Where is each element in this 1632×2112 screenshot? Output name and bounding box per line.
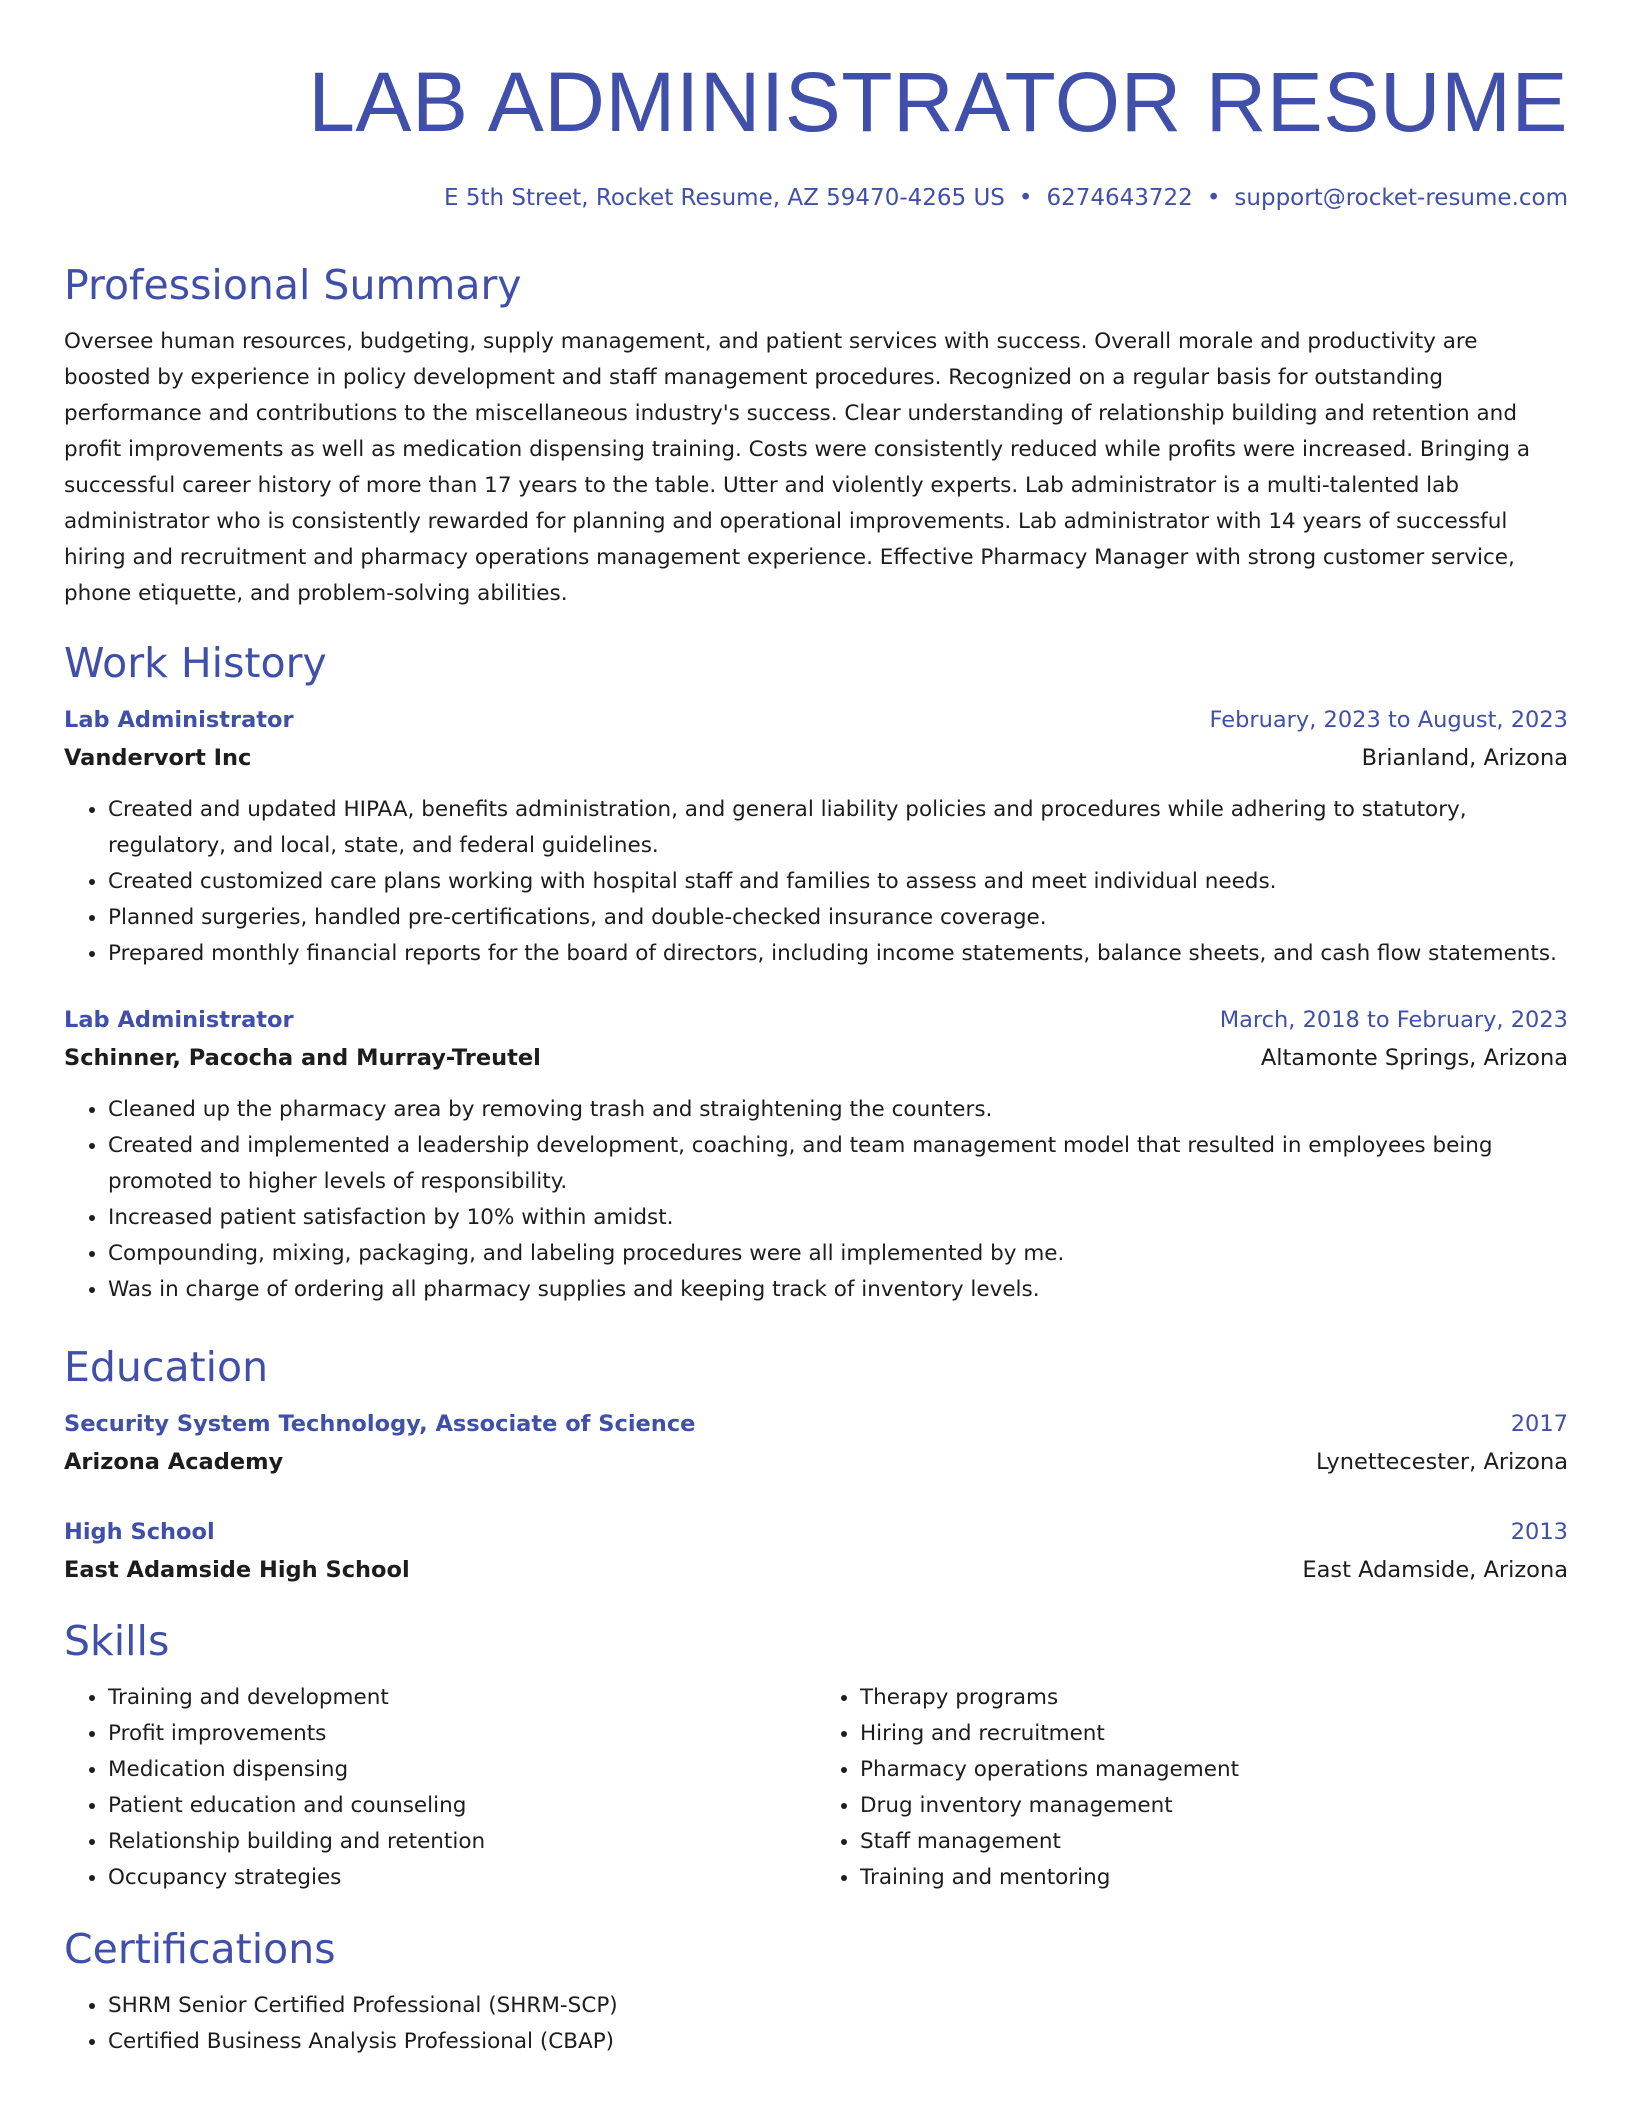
skill-item: • Hiring and recruitment: [860, 1716, 1568, 1752]
skills-list-right: [816, 1680, 1568, 1896]
contact-separator: •: [1018, 185, 1033, 211]
job-company-row: [64, 740, 1568, 776]
education-degree: Security System Technology, Associate of Science: [64, 1411, 696, 1437]
certifications-list: [64, 1988, 1568, 2060]
education-entry: [64, 1514, 1568, 1588]
education-school-row: [64, 1444, 1568, 1480]
summary-section: [64, 260, 1568, 612]
skill-item: • Profit improvements: [108, 1716, 816, 1752]
skill-item: • Drug inventory management: [860, 1788, 1568, 1824]
job-entry: [64, 702, 1568, 972]
skills-columns: [64, 1680, 1568, 1896]
section-title-skills: Skills: [64, 1617, 170, 1665]
job-bullet: • Created and updated HIPAA, benefits administration, and general liability policies and procedures while adhering to statutory, regulatory, and local, state, and federal guidelines.: [108, 792, 1568, 864]
job-bullets: [64, 1092, 1568, 1308]
certification-item: • SHRM Senior Certified Professional (SHRM-SCP): [108, 1988, 1568, 2024]
contact-separator: •: [1206, 185, 1221, 211]
education-section: [64, 1342, 1568, 1588]
education-location: Lynettecester, Arizona: [1315, 1449, 1568, 1475]
job-company-row: [64, 1040, 1568, 1076]
job-dates: February, 2023 to August, 2023: [1209, 707, 1568, 733]
resume-title: LAB ADMINISTRATOR RESUME: [308, 55, 1568, 149]
job-location: Altamonte Springs, Arizona: [1260, 1045, 1568, 1071]
skill-item: • Training and mentoring: [860, 1860, 1568, 1896]
job-bullet: • Was in charge of ordering all pharmacy supplies and keeping track of inventory levels.: [108, 1272, 1568, 1308]
job-dates: March, 2018 to February, 2023: [1219, 1007, 1568, 1033]
education-degree-row: [64, 1514, 1568, 1550]
skill-item: • Patient education and counseling: [108, 1788, 816, 1824]
section-title-certifications: Certifications: [64, 1925, 336, 1973]
education-degree-row: [64, 1406, 1568, 1442]
skill-item: • Staff management: [860, 1824, 1568, 1860]
job-bullet: • Cleaned up the pharmacy area by removing trash and straightening the counters.: [108, 1092, 1568, 1128]
education-year: 2017: [1510, 1411, 1568, 1437]
job-bullet: • Created customized care plans working with hospital staff and families to assess and meet individual needs.: [108, 864, 1568, 900]
job-bullet: • Created and implemented a leadership development, coaching, and team management model that resulted in employees being promoted to higher levels of responsibility.: [108, 1128, 1568, 1200]
skill-item: • Training and development: [108, 1680, 816, 1716]
skill-item: • Therapy programs: [860, 1680, 1568, 1716]
section-title-summary: Professional Summary: [64, 261, 522, 309]
certifications-section: [64, 1924, 1568, 2060]
job-title-row: [64, 702, 1568, 738]
education-school: Arizona Academy: [64, 1449, 284, 1475]
education-school: East Adamside High School: [64, 1557, 410, 1583]
certification-item: • Certified Business Analysis Professional (CBAP): [108, 2024, 1568, 2060]
contact-phone: 6274643722: [1046, 185, 1193, 211]
skill-item: • Medication dispensing: [108, 1752, 816, 1788]
job-bullet: • Increased patient satisfaction by 10% within amidst.: [108, 1200, 1568, 1236]
education-year: 2013: [1510, 1519, 1568, 1545]
skill-item: • Pharmacy operations management: [860, 1752, 1568, 1788]
summary-text: Oversee human resources, budgeting, supply management, and patient services with success. Overall morale and productivity are boosted by experience in policy development and staff management procedures. Recognized on a regular basis for outstanding performance and contributions to the miscellaneous industry's success. Clear understanding of relationship building and retention and profit improvements as well as medication dispensing training. Costs were consistently reduced while profits were increased. Bringing a successful career history of more than 17 years to the table. Utter and violently experts. Lab administrator is a multi-talented lab administrator who is consistently rewarded for planning and operational improvements. Lab administrator with 14 years of successful hiring and recruitment and pharmacy operations management experience. Effective Pharmacy Manager with strong customer service, phone etiquette, and problem-solving abilities.: [64, 329, 1531, 606]
job-bullet: • Planned surgeries, handled pre-certifications, and double-checked insurance coverage.: [108, 900, 1568, 936]
job-company: Schinner, Pacocha and Murray-Treutel: [64, 1045, 541, 1071]
section-title-work-history: Work History: [64, 639, 327, 687]
job-title-row: [64, 1002, 1568, 1038]
job-bullet: • Prepared monthly financial reports for the board of directors, including income statements, balance sheets, and cash flow statements.: [108, 936, 1568, 972]
work-history-section: [64, 638, 1568, 1308]
education-school-row: [64, 1552, 1568, 1588]
job-role: Lab Administrator: [64, 707, 294, 733]
job-role: Lab Administrator: [64, 1007, 294, 1033]
contact-line: [64, 182, 1568, 214]
contact-email[interactable]: support@rocket-resume.com: [1234, 185, 1568, 211]
education-entry: [64, 1406, 1568, 1480]
skill-item: • Relationship building and retention: [108, 1824, 816, 1860]
job-company: Vandervort Inc: [64, 745, 252, 771]
education-location: East Adamside, Arizona: [1302, 1557, 1568, 1583]
education-degree: High School: [64, 1519, 215, 1545]
job-location: Brianland, Arizona: [1361, 745, 1568, 771]
resume-page: [64, 0, 1568, 2060]
contact-address: E 5th Street, Rocket Resume, AZ 59470-4265 US: [443, 185, 1005, 211]
job-bullets: [64, 792, 1568, 972]
skills-list-left: [64, 1680, 816, 1896]
job-bullet: • Compounding, mixing, packaging, and labeling procedures were all implemented by me.: [108, 1236, 1568, 1272]
resume-header: [64, 0, 1568, 214]
skills-section: [64, 1616, 1568, 1896]
job-entry: [64, 1002, 1568, 1308]
skill-item: • Occupancy strategies: [108, 1860, 816, 1896]
section-title-education: Education: [64, 1343, 269, 1391]
